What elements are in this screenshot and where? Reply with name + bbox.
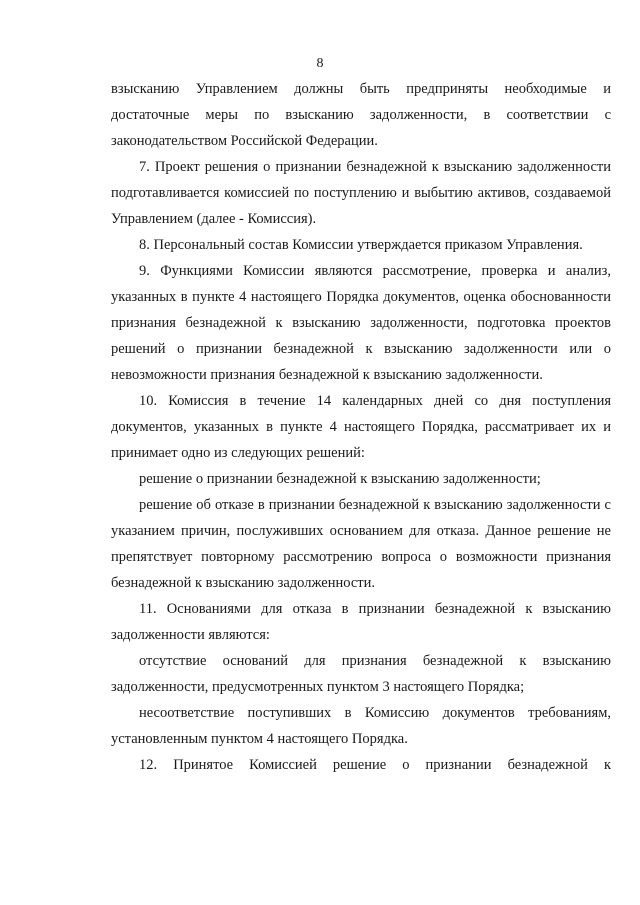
paragraph-decision-approve: решение о признании безнадежной к взысканию задолженности; bbox=[139, 471, 541, 487]
page-number: 8 bbox=[316, 56, 324, 71]
paragraph-decision-reject: решение об отказе в признании безнадежной к взысканию задолженности с указанием причин, послуживших основанием для отказа. Данное решение не препятствует повторному рассмотрению вопроса о возможности признания безнадежной к взысканию задолженности. bbox=[111, 497, 611, 591]
paragraph-item-9: 9. Функциями Комиссии являются рассмотрение, проверка и анализ, указанных в пункте 4 настоящего Порядка документов, оценка обоснованности признания безнадежной к взысканию задолженности, подготовка проектов решений о признании безнадежной к взысканию задолженности или о невозможности признания безнадежной к взысканию задолженности. bbox=[111, 263, 611, 383]
paragraph-item-10: 10. Комиссия в течение 14 календарных дней со дня поступления документов, указанных в пункте 4 настоящего Порядка, рассматривает их и принимает одно из следующих решений: bbox=[111, 393, 611, 461]
paragraph-item-11: 11. Основаниями для отказа в признании безнадежной к взысканию задолженности являются: bbox=[111, 601, 611, 643]
paragraph-item-8: 8. Персональный состав Комиссии утверждается приказом Управления. bbox=[139, 237, 583, 253]
paragraph-ground-no-basis: отсутствие оснований для признания безнадежной к взысканию задолженности, предусмотренных пунктом 3 настоящего Порядка; bbox=[111, 653, 611, 695]
paragraph-item-7: 7. Проект решения о признании безнадежной к взысканию задолженности подготавливается комиссией по поступлению и выбытию активов, создаваемой Управлением (далее - Комиссия). bbox=[111, 159, 611, 227]
paragraph-ground-mismatch: несоответствие поступивших в Комиссию документов требованиям, установленным пунктом 4 настоящего Порядка. bbox=[111, 705, 611, 747]
paragraph-item-12: 12. Принятое Комиссией решение о признании безнадежной к bbox=[139, 757, 611, 773]
document-body bbox=[111, 76, 611, 778]
paragraph-continuation: взысканию Управлением должны быть предприняты необходимые и достаточные меры по взысканию задолженности, в соответствии с законодательством Российской Федерации. bbox=[111, 81, 611, 149]
